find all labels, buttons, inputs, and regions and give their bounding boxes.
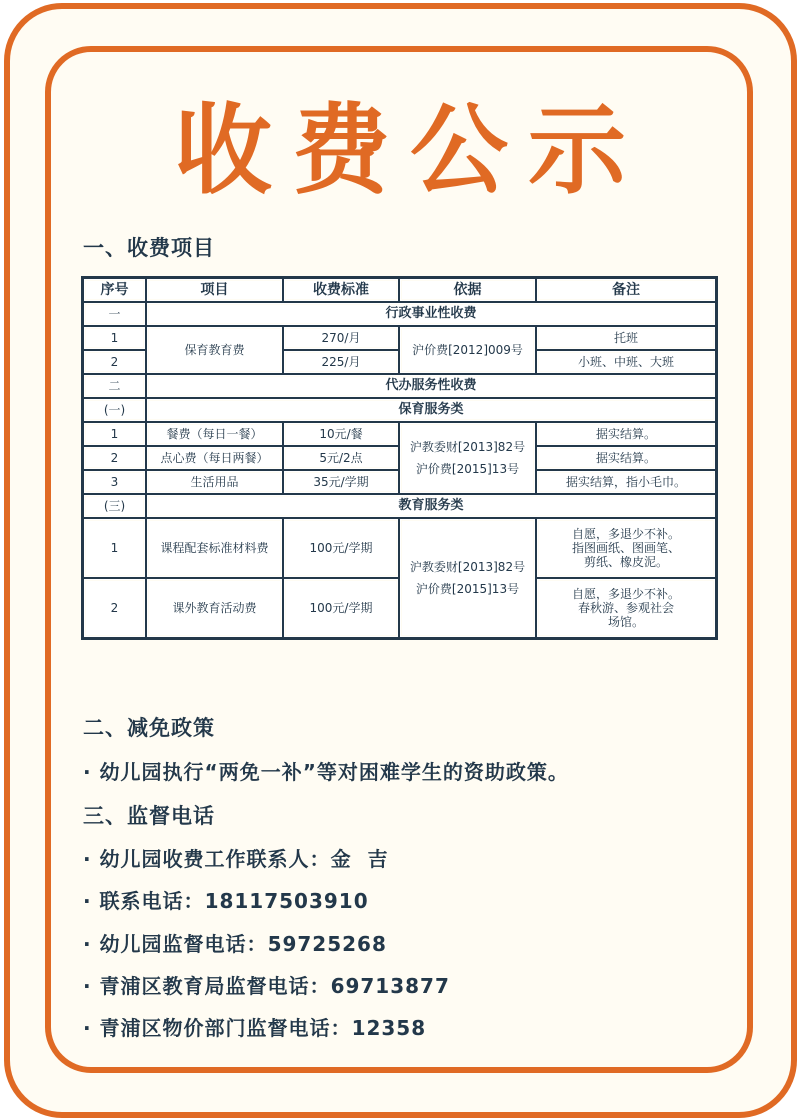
contact-phone-line [83, 885, 369, 914]
table-subgroup-row [83, 494, 716, 518]
cell-item: 生活用品 [146, 470, 283, 494]
cell-fee: 225/月 [283, 350, 399, 374]
fee-table [81, 276, 718, 640]
subgroup-label: 保育服务类 [146, 398, 716, 422]
table-group-row [83, 374, 716, 398]
education-bureau-hotline-line [83, 970, 450, 999]
cell-fee: 10元/餐 [283, 422, 399, 446]
cell-no: 3 [83, 470, 146, 494]
section-fee-items-heading: 一、收费项目 [83, 236, 215, 260]
cell-basis [399, 422, 536, 494]
kindergarten-hotline-line [83, 928, 387, 957]
cell-fee: 270/月 [283, 326, 399, 350]
phone-number: 18117503910 [204, 889, 369, 913]
note-line: 自愿，多退少不补。 [571, 527, 680, 541]
contact-label: · 幼儿园收费工作联系人： [83, 847, 331, 871]
price-bureau-label: · 青浦区物价部门监督电话： [83, 1016, 352, 1040]
cell-no: 1 [83, 422, 146, 446]
table-row [83, 518, 716, 578]
cell-note [536, 518, 716, 578]
contact-name: 金 吉 [330, 847, 389, 871]
table-row [83, 422, 716, 446]
cell-item: 课外教育活动费 [146, 578, 283, 638]
basis-line-2: 沪价费[2015]13号 [415, 462, 520, 476]
table-row [83, 326, 716, 350]
exemption-policy-line: · 幼儿园执行“两免一补”等对困难学生的资助政策。 [83, 760, 569, 784]
note-line: 指图画纸、图画笔、 [571, 541, 680, 555]
note-line: 春秋游、参观社会 [577, 601, 674, 615]
cell-basis: 沪价费[2012]009号 [399, 326, 536, 374]
cell-note: 据实结算。 [536, 422, 716, 446]
header-cell-item: 项目 [146, 278, 283, 302]
group-no: 一 [83, 302, 146, 326]
section-exemption-heading: 二、减免政策 [83, 716, 215, 740]
cell-fee: 100元/学期 [283, 578, 399, 638]
header-cell-fee: 收费标准 [283, 278, 399, 302]
group-no: 二 [83, 374, 146, 398]
cell-no: 1 [83, 326, 146, 350]
header-cell-no: 序号 [83, 278, 146, 302]
cell-no: 2 [83, 446, 146, 470]
cell-note [536, 578, 716, 638]
basis-line-1: 沪教委财[2013]82号 [409, 440, 526, 454]
cell-note: 据实结算，指小毛巾。 [536, 470, 716, 494]
cell-note: 小班、中班、大班 [536, 350, 716, 374]
kindergarten-hotline-number: 59725268 [267, 932, 387, 956]
cell-item: 课程配套标准材料费 [146, 518, 283, 578]
cell-note: 据实结算。 [536, 446, 716, 470]
basis-line-2: 沪价费[2015]13号 [415, 582, 520, 596]
cell-fee: 35元/学期 [283, 470, 399, 494]
table-group-row [83, 302, 716, 326]
cell-item: 保育教育费 [146, 326, 283, 374]
cell-no: 1 [83, 518, 146, 578]
note-line: 场馆。 [607, 615, 644, 629]
table-subgroup-row [83, 398, 716, 422]
kindergarten-hotline-label: · 幼儿园监督电话： [83, 932, 268, 956]
cell-no: 2 [83, 350, 146, 374]
education-bureau-number: 69713877 [330, 974, 450, 998]
header-cell-basis: 依据 [399, 278, 536, 302]
subgroup-no: (一) [83, 398, 146, 422]
cell-note: 托班 [536, 326, 716, 350]
cell-no: 2 [83, 578, 146, 638]
group-label: 行政事业性收费 [146, 302, 716, 326]
table-header-row [83, 278, 716, 302]
note-line: 自愿，多退少不补。 [571, 587, 680, 601]
cell-fee: 100元/学期 [283, 518, 399, 578]
education-bureau-label: · 青浦区教育局监督电话： [83, 974, 331, 998]
section-supervision-heading: 三、监督电话 [83, 804, 215, 828]
phone-label: · 联系电话： [83, 889, 205, 913]
group-label: 代办服务性收费 [146, 374, 716, 398]
cell-item: 点心费（每日两餐） [146, 446, 283, 470]
contact-person-line [83, 843, 389, 872]
subgroup-label: 教育服务类 [146, 494, 716, 518]
page-title: 收费公示 [173, 94, 646, 208]
basis-line-1: 沪教委财[2013]82号 [409, 560, 526, 574]
cell-basis [399, 518, 536, 638]
price-bureau-number: 12358 [351, 1016, 427, 1040]
note-line: 剪纸、橡皮泥。 [583, 555, 668, 569]
subgroup-no: (三) [83, 494, 146, 518]
cell-item: 餐费（每日一餐） [146, 422, 283, 446]
header-cell-note: 备注 [536, 278, 716, 302]
price-bureau-hotline-line [83, 1012, 426, 1041]
cell-fee: 5元/2点 [283, 446, 399, 470]
